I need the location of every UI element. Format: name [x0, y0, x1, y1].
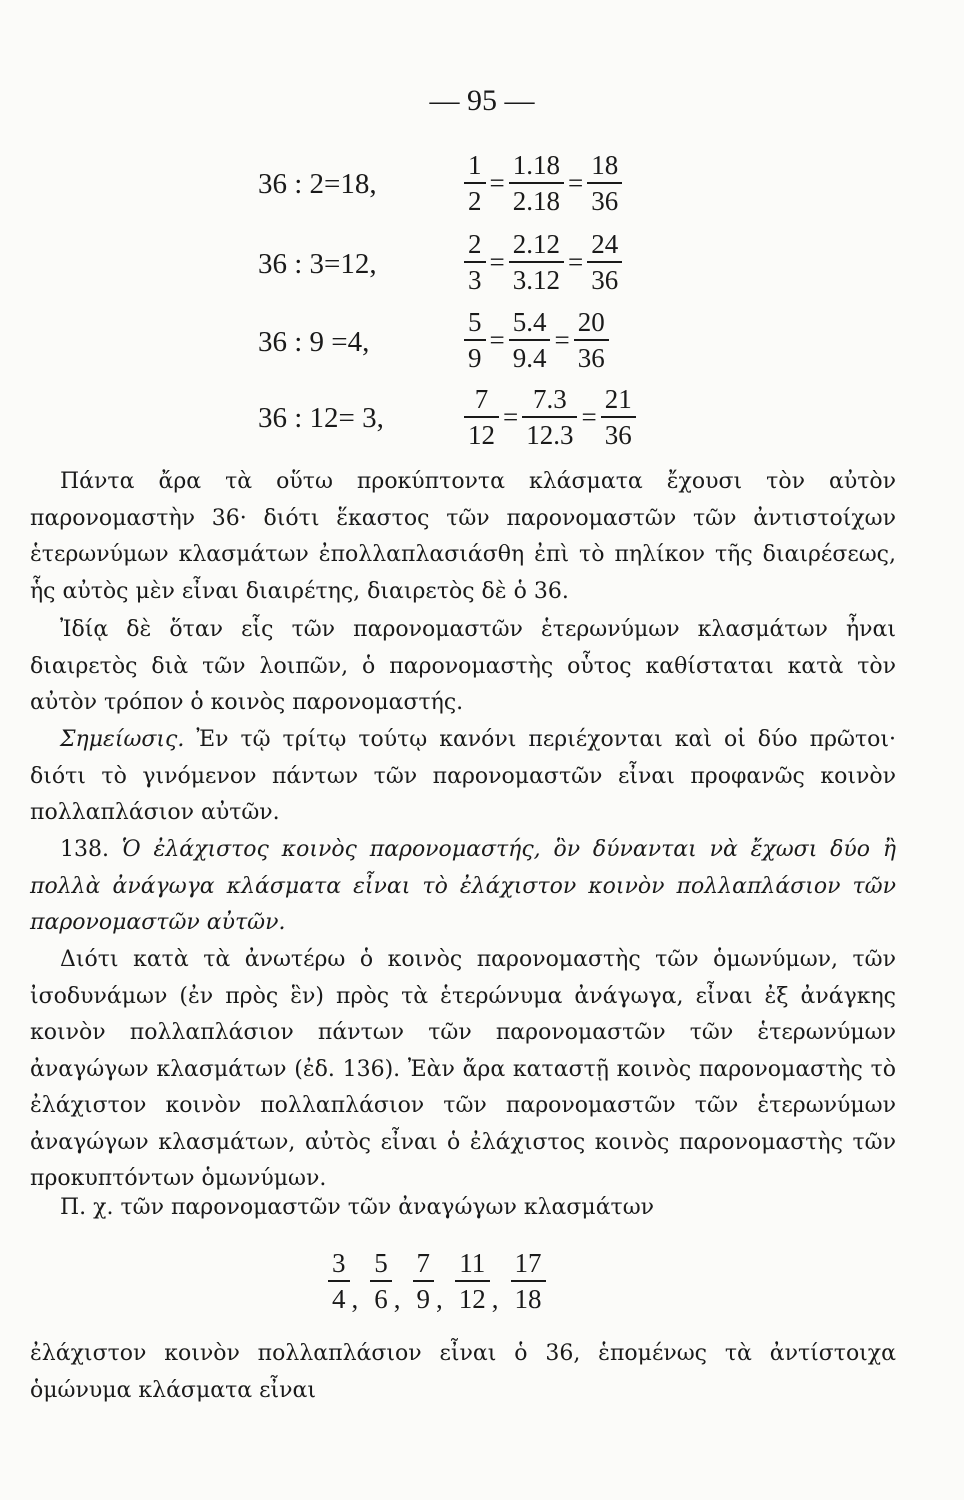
note-paragraph	[30, 722, 896, 832]
fraction-row-4: $\frac{7}{12}$ = $\frac{7.3}{12.3}$ = $\frac{21}{36}$	[462, 382, 638, 452]
fraction: $\frac{3}{4}$	[328, 1246, 350, 1316]
division-row-2: 36 : 3=12,	[258, 248, 377, 280]
paragraph-2: Ἰδίᾳ δὲ ὅταν εἷς τῶν παρονομαστῶν ἑτερωνύμων κλασμάτων ἦναι διαιρετὸς διὰ τῶν λοιπῶν, ὁ παρονομαστὴς οὗτος καθίσταται κατὰ τὸν αὐτὸν τρόπον ὁ κοινὸς παρονομαστής.	[30, 617, 896, 715]
fraction: $\frac{1.18}{2.18}$	[509, 148, 564, 218]
fraction-row-3: $\frac{5}{9}$ = $\frac{5.4}{9.4}$ = $\frac{20}{36}$	[462, 305, 611, 375]
section-title: Ὁ ἐλάχιστος κοινὸς παρονομαστής, ὃν δύνανται νὰ ἔχωσι δύο ἢ πολλὰ ἀνάγωγα κλάσματα εἶναι τὸ ἐλάχιστον κοινὸν πολλαπλάσιον τῶν παρονομαστῶν αὐτῶν.	[30, 837, 896, 935]
fraction-row-2: $\frac{2}{3}$ = $\frac{2.12}{3.12}$ = $\frac{24}{36}$	[462, 227, 624, 297]
note-text: Ἐν τῷ τρίτῳ τούτῳ κανόνι περιέχονται καὶ οἱ δύο πρῶτοι· διότι τὸ γινόμενον πάντων τῶν παρονομαστῶν εἶναι προφανῶς κοινὸν πολλαπλάσιον αὐτῶν.	[30, 727, 896, 825]
fraction: $\frac{24}{36}$	[587, 227, 622, 297]
note-label: Σημείωσις.	[60, 727, 185, 752]
fraction: $\frac{5}{6}$	[370, 1246, 392, 1316]
fraction-row-1: $\frac{1}{2}$ = $\frac{1.18}{2.18}$ = $\frac{18}{36}$	[462, 148, 624, 218]
example-fractions: $\frac{3}{4}$ , $\frac{5}{6}$ , $\frac{7}{9}$ , $\frac{11}{12}$ , $\frac{17}{18}$	[326, 1246, 548, 1316]
fraction: $\frac{1}{2}$	[464, 148, 486, 218]
paragraph-5: ἐλάχιστον κοινὸν πολλαπλάσιον εἶναι ὁ 36, ἑπομένως τὰ ἀντίστοιχα ὁμώνυμα κλάσματα εἶναι	[30, 1341, 896, 1403]
fraction: $\frac{7}{9}$	[413, 1246, 435, 1316]
paragraph-4: Π. χ. τῶν παρονομαστῶν τῶν ἀναγώγων κλασμάτων	[60, 1195, 655, 1220]
fraction: $\frac{20}{36}$	[574, 305, 609, 375]
fraction: $\frac{5}{9}$	[464, 305, 486, 375]
paragraph-3: Διότι κατὰ τὰ ἀνωτέρω ὁ κοινὸς παρονομαστὴς τῶν ὁμωνύμων, τῶν ἰσοδυνάμων (ἐν πρὸς ἓν) πρὸς τὰ ἑτερώνυμα ἀνάγωγα, εἶναι ἐξ ἀνάγκης κοινὸν πολλαπλάσιον πάντων τῶν παρονομαστῶν τῶν ἑτερωνύμων ἀναγώγων κλασμάτων (ἐδ. 136). Ἐὰν ἄρα καταστῇ κοινὸς παρονομαστὴς τὸ ἐλάχιστον κοινὸν πολλαπλάσιον τῶν παρονομαστῶν τῶν ἑτερωνύμων ἀναγώγων κλασμάτων, αὐτὸς εἶναι ὁ ἐλάχιστος κοινὸς παρονομαστὴς τῶν προκυπτόντων ὁμωνύμων.	[30, 947, 896, 1191]
fraction: $\frac{7}{12}$	[464, 382, 499, 452]
section-138	[30, 832, 896, 942]
division-row-4: 36 : 12= 3,	[258, 402, 384, 434]
fraction: $\frac{18}{36}$	[587, 148, 622, 218]
fraction: $\frac{21}{36}$	[601, 382, 636, 452]
fraction: $\frac{7.3}{12.3}$	[522, 382, 577, 452]
fraction: $\frac{11}{12}$	[455, 1246, 490, 1316]
fraction: $\frac{2.12}{3.12}$	[509, 227, 564, 297]
paragraph-1: Πάντα ἄρα τὰ οὕτω προκύπτοντα κλάσματα ἔχουσι τὸν αὐτὸν παρονομαστὴν 36· διότι ἕκαστος τῶν παρονομαστῶν τῶν ἀντιστοίχων ἑτερωνύμων κλασμάτων ἐπολλαπλασιάσθη ἐπὶ τὸ πηλίκον τῆς διαιρέσεως, ἧς αὐτὸς μὲν εἶναι διαιρέτης, διαιρετὸς δὲ ὁ 36.	[30, 469, 896, 604]
fraction: $\frac{2}{3}$	[464, 227, 486, 297]
division-row-1: 36 : 2=18,	[258, 168, 377, 200]
division-row-3: 36 : 9 =4,	[258, 326, 370, 358]
page-number: — 95 —	[429, 84, 535, 117]
fraction: $\frac{17}{18}$	[511, 1246, 546, 1316]
section-number: 138.	[60, 837, 109, 862]
fraction: $\frac{5.4}{9.4}$	[509, 305, 551, 375]
